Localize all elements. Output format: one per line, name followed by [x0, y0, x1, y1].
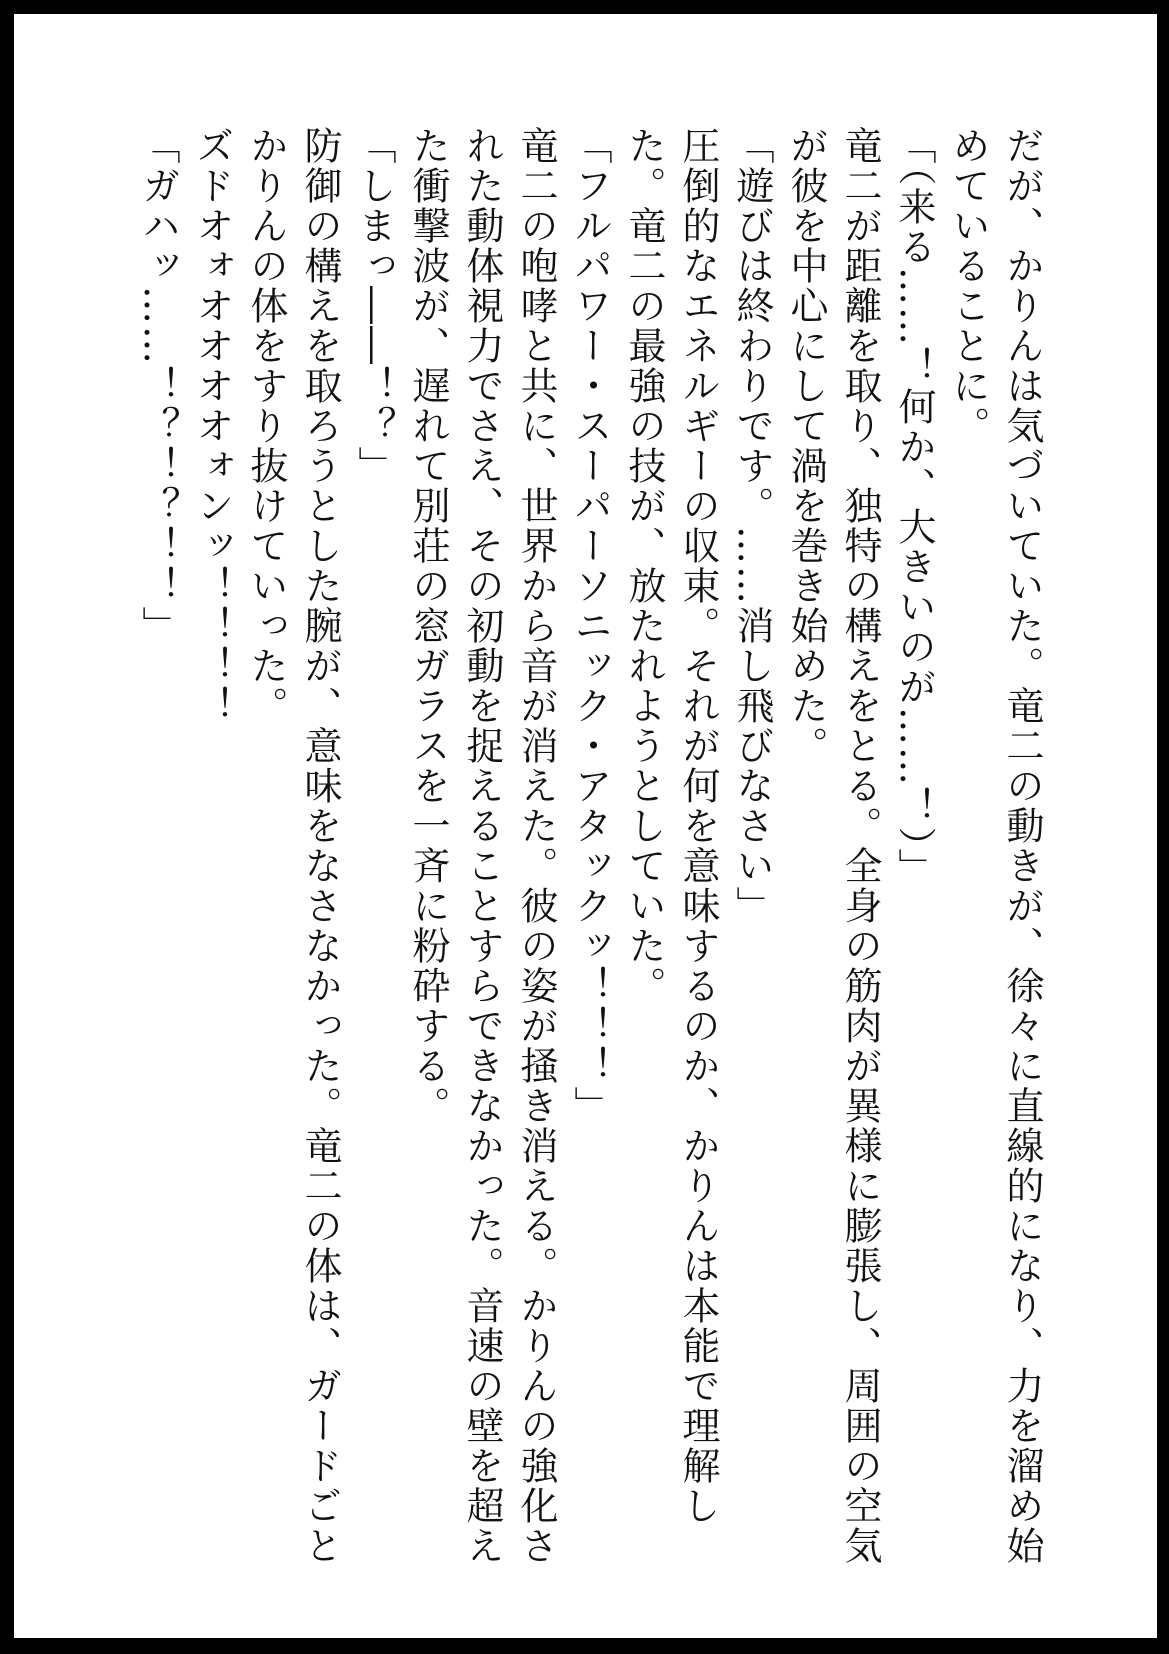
text-line: 竜二が距離を取り、独特の構えをとる。全身の筋肉が異様に膨張し、周囲の空気が彼を中心にして渦を巻き始めた。	[784, 126, 882, 1566]
text-line: 「フルパワー・スーパーソニック・アタックッ！！！」	[568, 126, 612, 1126]
text-line: 「遊びは終わりです。……消し飛びなさい」	[730, 126, 774, 926]
text-line: だが、かりんは気づいていた。竜二の動きが、徐々に直線的になり、力を溜め始めていることに。	[946, 126, 1044, 1566]
vertical-text-body	[131, 126, 1049, 1576]
text-line: 竜二の咆哮と共に、世界から音が消えた。彼の姿が掻き消える。かりんの強化された動体視力でさえ、その初動を捉えることすらできなかった。音速の壁を超えた衝撃波が、遅れて別荘の窓ガラスを一斉に粉砕する。	[406, 126, 558, 1566]
text-line: ズドオォオオオオォンッ！！！！	[190, 126, 234, 726]
text-line: 「ガハッ……！？！？！！」	[136, 126, 180, 646]
text-line: 「しまっ――！？」	[352, 126, 396, 486]
document-page	[14, 14, 1157, 1638]
text-line: 圧倒的なエネルギーの収束。それが何を意味するのか、かりんは本能で理解した。竜二の最強の技が、放たれようとしていた。	[622, 126, 720, 1526]
text-line: 防御の構えを取ろうとした腕が、意味をなさなかった。竜二の体は、ガードごとかりんの体をすり抜けていった。	[244, 126, 342, 1566]
text-line: 「（来る……！何か、大きいのが……！）」	[892, 126, 936, 888]
